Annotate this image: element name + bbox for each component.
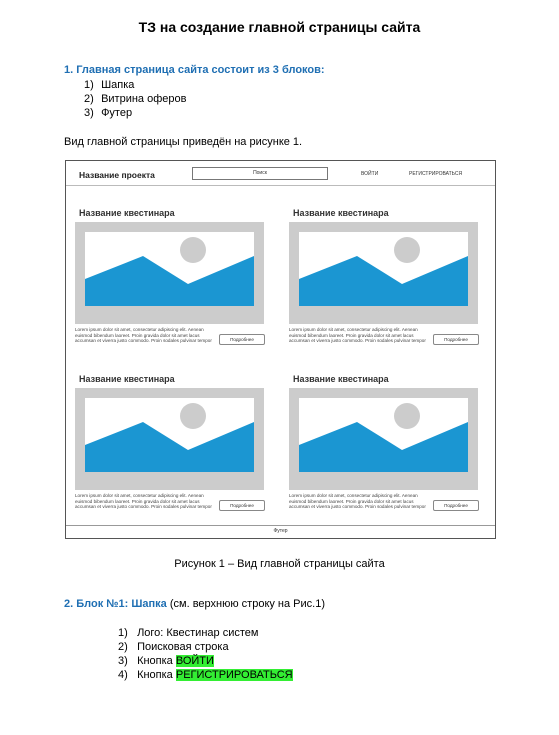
card-image <box>75 222 264 324</box>
list-item: 3) Кнопка ВОЙТИ <box>118 655 214 667</box>
landscape-placeholder-icon <box>85 232 254 306</box>
figure-caption: Рисунок 1 – Вид главной страницы сайта <box>174 558 385 570</box>
list-item: 2) Поисковая строка <box>118 641 229 653</box>
card-title: Название квестинара <box>79 374 175 384</box>
wireframe-logo: Название проекта <box>79 170 155 180</box>
figure-reference: Вид главной страницы приведён на рисунке 1. <box>64 136 303 148</box>
list-item: 1) Шапка <box>84 79 135 91</box>
card-more-button: Подробнее <box>219 334 265 345</box>
section1-list <box>84 78 186 120</box>
landscape-placeholder-icon <box>85 398 254 472</box>
header-divider <box>66 185 495 186</box>
card-title: Название квестинара <box>293 208 389 218</box>
list-item: 3) Футер <box>84 107 133 119</box>
footer-divider <box>66 525 495 526</box>
section2-list <box>118 626 293 682</box>
card-description: Lorem ipsum dolor sit amet, consectetur adipiscing elit. Aenean euismod bibendum laoreet. Proin gravida dolor sit amet lacus accumsan et viverra justo commodo. Proin sodales pulvinar tempor <box>75 493 212 510</box>
card-image <box>75 388 264 490</box>
card-more-button: Подробнее <box>433 500 479 511</box>
list-item: 2) Витрина оферов <box>84 93 187 105</box>
document-title: ТЗ на создание главной страницы сайта <box>138 19 421 35</box>
list-item: 4) Кнопка РЕГИСТРИРОВАТЬСЯ <box>118 669 293 681</box>
card-image <box>289 222 478 324</box>
list-item: 1) Лого: Квестинар систем <box>118 627 259 639</box>
wireframe-footer: Футер <box>273 528 288 534</box>
wireframe-search-input: Поиск <box>192 167 328 180</box>
wireframe-login-button: ВОЙТИ <box>361 171 379 177</box>
card-title: Название квестинара <box>293 374 389 384</box>
landscape-placeholder-icon <box>299 398 468 472</box>
card-description: Lorem ipsum dolor sit amet, consectetur adipiscing elit. Aenean euismod bibendum laoreet. Proin gravida dolor sit amet lacus accumsan et viverra justo commodo. Proin sodales pulvinar tempor <box>75 327 212 344</box>
wireframe-figure <box>65 160 496 539</box>
section1-heading: 1. Главная страница сайта состоит из 3 блоков: <box>64 64 325 76</box>
card-title: Название квестинара <box>79 208 175 218</box>
section2-heading: 2. Блок №1: Шапка (см. верхнюю строку на Рис.1) <box>64 598 326 610</box>
landscape-placeholder-icon <box>299 232 468 306</box>
wireframe-register-button: РЕГИСТРИРОВАТЬСЯ <box>409 171 463 177</box>
card-more-button: Подробнее <box>219 500 265 511</box>
card-more-button: Подробнее <box>433 334 479 345</box>
card-description: Lorem ipsum dolor sit amet, consectetur adipiscing elit. Aenean euismod bibendum laoreet. Proin gravida dolor sit amet lacus accumsan et viverra justo commodo. Proin sodales pulvinar tempor <box>289 493 426 510</box>
card-description: Lorem ipsum dolor sit amet, consectetur adipiscing elit. Aenean euismod bibendum laoreet. Proin gravida dolor sit amet lacus accumsan et viverra justo commodo. Proin sodales pulvinar tempor <box>289 327 426 344</box>
card-image <box>289 388 478 490</box>
